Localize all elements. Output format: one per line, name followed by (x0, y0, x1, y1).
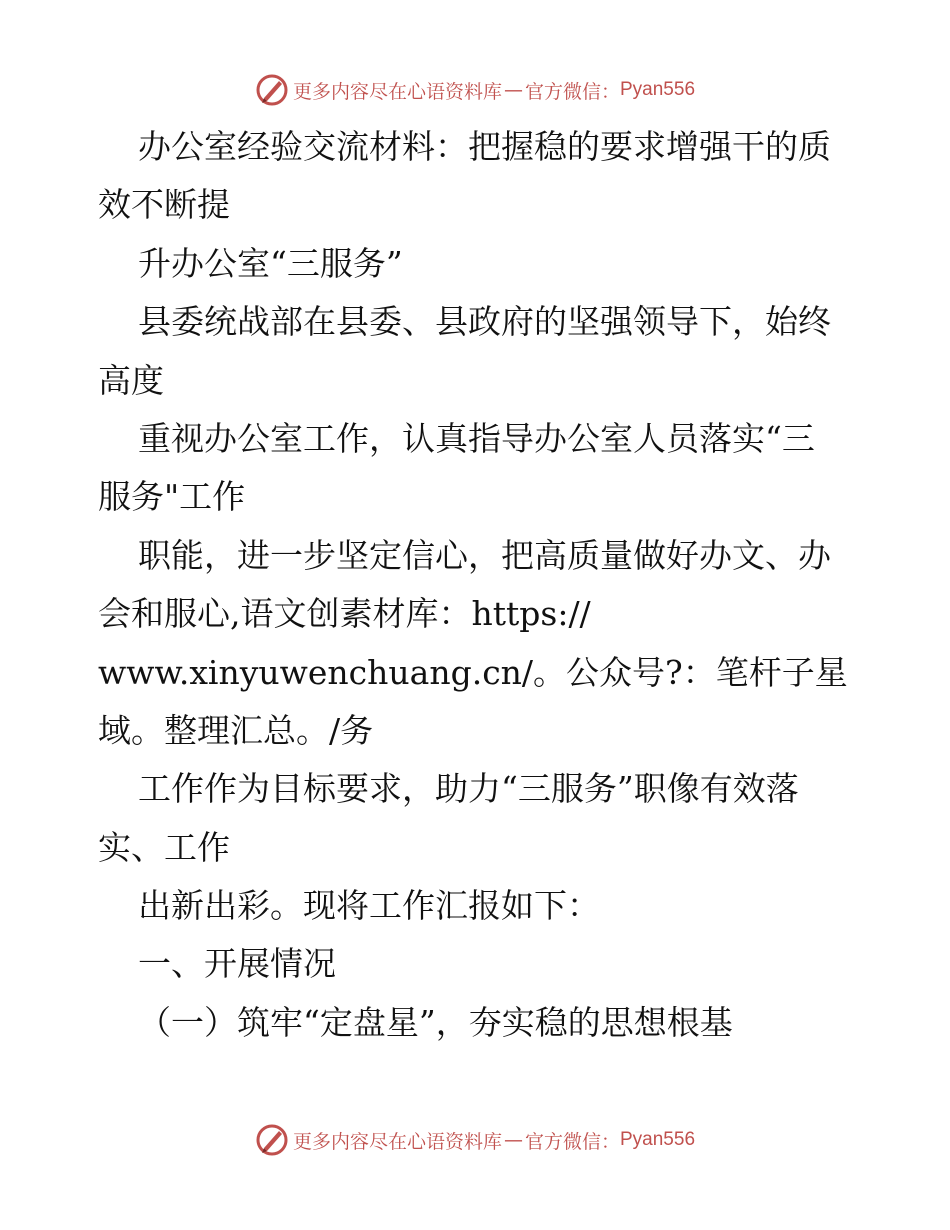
text-line: 效不断提 (98, 185, 230, 225)
banner-separator: — (503, 79, 523, 101)
text-line: 职能，进一步坚定信心，把高质量做好办文、办 (138, 535, 831, 575)
text-line: 域。整理汇总。/务 (98, 710, 374, 750)
text-line: 升办公室“三服务” (138, 243, 403, 283)
text-line: 工作作为目标要求，助力“三服务”职像有效落 (138, 769, 799, 809)
text-line: 重视办公室工作，认真指导办公室人员落实“三 (138, 418, 815, 458)
banner-wechat-id: Pyan556 (620, 1129, 696, 1150)
text-line: 县委统战部在县委、县政府的坚强领导下，始终 (138, 302, 831, 342)
text-line: www.xinyuwenchuang.cn/。公众号?：笔杆子星 (98, 652, 848, 692)
text-line: 一、开展情况 (138, 944, 336, 984)
text-line: 服务"工作 (98, 477, 246, 517)
pen-logo-icon (255, 73, 289, 107)
document-body (98, 118, 858, 1052)
banner-wechat-label: 官方微信： (524, 1130, 620, 1153)
footer-watermark-banner (0, 1120, 950, 1160)
banner-text: 更多内容尽在心语资料库 (292, 1130, 502, 1153)
banner-wechat-id: Pyan556 (620, 79, 696, 100)
pen-logo-icon (255, 1123, 289, 1157)
text-line: 出新出彩。现将工作汇报如下： (138, 886, 600, 926)
text-line: （一）筑牢“定盘星”，夯实稳的思想根基 (138, 1002, 733, 1042)
header-watermark-banner (0, 70, 950, 110)
banner-separator: — (503, 1129, 523, 1151)
text-line: 办公室经验交流材料：把握稳的要求增强干的质 (138, 127, 831, 166)
banner-wechat-label: 官方微信： (524, 80, 620, 103)
text-line: 高度 (98, 360, 164, 400)
banner-text: 更多内容尽在心语资料库 (292, 80, 502, 103)
text-line: 实、工作 (98, 827, 230, 867)
text-line: 会和服心,语文创素材库：https:// (98, 594, 591, 634)
